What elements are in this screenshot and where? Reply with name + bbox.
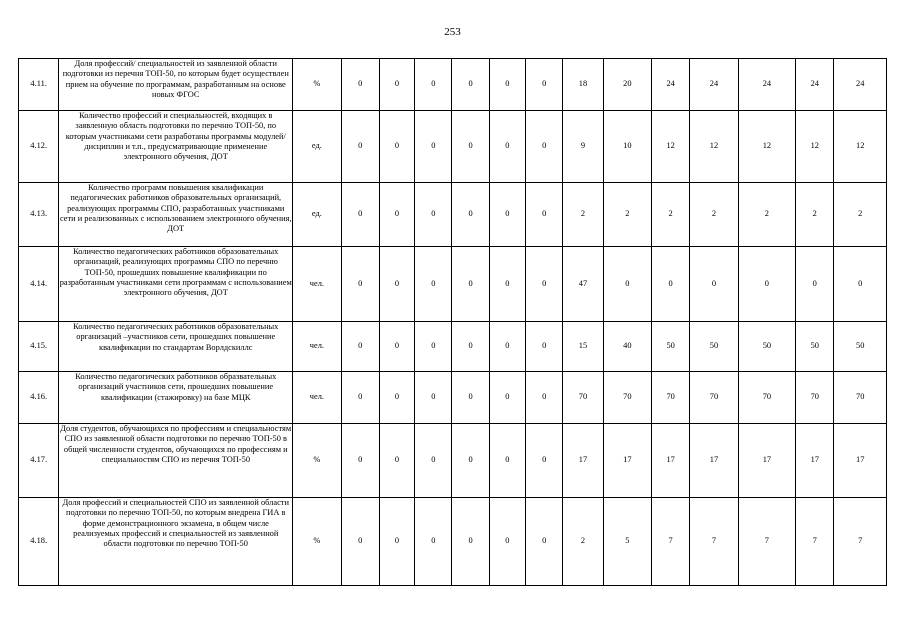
- value-cell: 24: [652, 59, 690, 111]
- row-number: 4.18.: [19, 498, 59, 586]
- value-cell: 0: [415, 183, 452, 247]
- value-cell: 50: [690, 322, 738, 372]
- indicator-description: Количество профессий и специальностей, входящих в заявленную область подготовки по перечню ТОП-50, по которым участниками сети разработаны программы модулей/ дисциплин и т.п., предусматривающие применение электронного обучения, ДОТ: [65, 111, 286, 162]
- value-cell: 0: [690, 247, 738, 322]
- value-cell: 0: [526, 498, 563, 586]
- value-cell: 0: [603, 247, 651, 322]
- value-cell: 0: [796, 247, 834, 322]
- value-cell: 0: [415, 424, 452, 498]
- value-cell: 70: [603, 372, 651, 424]
- page-number: 253: [444, 26, 461, 38]
- value-cell: 0: [452, 183, 489, 247]
- indicator-description: Количество педагогических работников образвательных организаций участников сети, прошедших повышение квалификации (стажировку) на базе МЦК: [75, 372, 277, 402]
- value-cell: 0: [379, 247, 414, 322]
- value-cell: 17: [652, 424, 690, 498]
- value-cell: 15: [563, 322, 603, 372]
- value-cell: 2: [796, 183, 834, 247]
- value-cell: 0: [341, 59, 379, 111]
- unit-cell: ед.: [293, 111, 341, 183]
- value-cell: 24: [690, 59, 738, 111]
- value-cell: 2: [834, 183, 887, 247]
- value-cell: 24: [738, 59, 795, 111]
- value-cell: 0: [379, 59, 414, 111]
- row-number: 4.16.: [19, 372, 59, 424]
- value-cell: 10: [603, 111, 651, 183]
- value-cell: 0: [526, 372, 563, 424]
- value-cell: 0: [415, 372, 452, 424]
- value-cell: 0: [341, 498, 379, 586]
- indicator-description: Количество программ повышения квалификации педагогических работников образовательных организаций, реализующих программы СПО, разработанных участниками сети и реализованных с использованием электронного обучения, ДОТ: [59, 183, 292, 234]
- unit-cell: чел.: [293, 322, 341, 372]
- value-cell: 0: [526, 183, 563, 247]
- value-cell: 0: [452, 247, 489, 322]
- table-row: [19, 59, 887, 111]
- value-cell: 0: [415, 59, 452, 111]
- value-cell: 0: [452, 322, 489, 372]
- indicator-description-cell: [59, 183, 293, 247]
- value-cell: 0: [379, 498, 414, 586]
- value-cell: 0: [379, 111, 414, 183]
- row-number: 4.17.: [19, 424, 59, 498]
- unit-cell: чел.: [293, 372, 341, 424]
- value-cell: 7: [796, 498, 834, 586]
- unit-cell: %: [293, 498, 341, 586]
- value-cell: 0: [489, 322, 525, 372]
- table-row: [19, 183, 887, 247]
- value-cell: 18: [563, 59, 603, 111]
- value-cell: 0: [415, 322, 452, 372]
- value-cell: 50: [652, 322, 690, 372]
- value-cell: 0: [379, 424, 414, 498]
- indicator-description: Количество педагогических работников образовательных организаций –участников сети, прошедших повышение квалификации по стандартам Ворлдскиллс: [73, 322, 279, 352]
- value-cell: 0: [489, 498, 525, 586]
- value-cell: 0: [489, 247, 525, 322]
- value-cell: 0: [452, 498, 489, 586]
- value-cell: 0: [489, 424, 525, 498]
- value-cell: 0: [526, 111, 563, 183]
- indicator-description-cell: [59, 322, 293, 372]
- value-cell: 17: [738, 424, 795, 498]
- value-cell: 17: [834, 424, 887, 498]
- value-cell: 70: [652, 372, 690, 424]
- value-cell: 70: [834, 372, 887, 424]
- value-cell: 0: [341, 183, 379, 247]
- value-cell: 0: [341, 372, 379, 424]
- row-number: 4.14.: [19, 247, 59, 322]
- indicator-description: Доля профессий/ специальностей из заявленной области подготовки из перечня ТОП-50, по которым будет осуществлен прием на обучение по программам, разработанным на основе новых ФГОС: [62, 59, 289, 99]
- indicator-description-cell: [59, 372, 293, 424]
- table-row: [19, 111, 887, 183]
- table-row: [19, 247, 887, 322]
- value-cell: 9: [563, 111, 603, 183]
- row-number: 4.11.: [19, 59, 59, 111]
- value-cell: 0: [489, 372, 525, 424]
- value-cell: 0: [341, 111, 379, 183]
- row-number: 4.13.: [19, 183, 59, 247]
- indicator-description: Доля профессий и специальностей СПО из заявленной области подготовки по перечню ТОП-50, по которым внедрена ГИА в форме демонстрационного экзамена, в общем числе реализуемых профессий и специальностей из заявленной области подготовки по перечню ТОП-50: [62, 498, 289, 549]
- value-cell: 0: [834, 247, 887, 322]
- indicator-description-cell: [59, 59, 293, 111]
- value-cell: 0: [489, 59, 525, 111]
- value-cell: 0: [415, 111, 452, 183]
- value-cell: 12: [690, 111, 738, 183]
- value-cell: 24: [834, 59, 887, 111]
- value-cell: 0: [452, 59, 489, 111]
- value-cell: 0: [452, 424, 489, 498]
- value-cell: 17: [563, 424, 603, 498]
- table-row: [19, 424, 887, 498]
- value-cell: 50: [834, 322, 887, 372]
- value-cell: 0: [452, 111, 489, 183]
- unit-cell: ед.: [293, 183, 341, 247]
- indicators-table: [18, 58, 887, 586]
- unit-cell: %: [293, 59, 341, 111]
- value-cell: 0: [379, 372, 414, 424]
- value-cell: 0: [526, 247, 563, 322]
- value-cell: 0: [526, 424, 563, 498]
- value-cell: 0: [452, 372, 489, 424]
- value-cell: 7: [652, 498, 690, 586]
- value-cell: 0: [652, 247, 690, 322]
- value-cell: 0: [341, 247, 379, 322]
- unit-cell: %: [293, 424, 341, 498]
- value-cell: 70: [563, 372, 603, 424]
- value-cell: 50: [738, 322, 795, 372]
- indicator-description-cell: [59, 111, 293, 183]
- value-cell: 0: [341, 424, 379, 498]
- value-cell: 12: [652, 111, 690, 183]
- value-cell: 40: [603, 322, 651, 372]
- value-cell: 0: [738, 247, 795, 322]
- value-cell: 2: [738, 183, 795, 247]
- value-cell: 70: [796, 372, 834, 424]
- table-row: [19, 372, 887, 424]
- value-cell: 0: [526, 322, 563, 372]
- value-cell: 24: [796, 59, 834, 111]
- value-cell: 0: [379, 183, 414, 247]
- table-row: [19, 498, 887, 586]
- table-row: [19, 322, 887, 372]
- indicator-description: Доля студентов, обучающихся по профессиям и специальностям СПО из заявленной области подготовки по перечню ТОП-50 в общей численности студентов, обучающихся по профессиям и специальностям СПО из перечня ТОП-50: [60, 424, 292, 464]
- value-cell: 2: [652, 183, 690, 247]
- value-cell: 70: [690, 372, 738, 424]
- table-body: [19, 59, 887, 586]
- value-cell: 17: [796, 424, 834, 498]
- indicator-description-cell: [59, 498, 293, 586]
- value-cell: 0: [415, 247, 452, 322]
- value-cell: 0: [379, 322, 414, 372]
- value-cell: 0: [489, 111, 525, 183]
- value-cell: 2: [603, 183, 651, 247]
- value-cell: 50: [796, 322, 834, 372]
- indicator-description-cell: [59, 247, 293, 322]
- value-cell: 20: [603, 59, 651, 111]
- value-cell: 7: [834, 498, 887, 586]
- value-cell: 0: [341, 322, 379, 372]
- value-cell: 12: [796, 111, 834, 183]
- value-cell: 47: [563, 247, 603, 322]
- indicator-description: Количество педагогических работников образовательных организаций, реализующих программы СПО по перечню ТОП-50, прошедших повышение квалификации по разработанным участниками сети программам с использованием электронного обучения, ДОТ: [59, 247, 292, 298]
- value-cell: 17: [690, 424, 738, 498]
- value-cell: 0: [526, 59, 563, 111]
- value-cell: 2: [690, 183, 738, 247]
- value-cell: 5: [603, 498, 651, 586]
- value-cell: 70: [738, 372, 795, 424]
- indicator-description-cell: [59, 424, 293, 498]
- value-cell: 0: [415, 498, 452, 586]
- value-cell: 17: [603, 424, 651, 498]
- row-number: 4.15.: [19, 322, 59, 372]
- value-cell: 12: [738, 111, 795, 183]
- row-number: 4.12.: [19, 111, 59, 183]
- value-cell: 7: [738, 498, 795, 586]
- value-cell: 0: [489, 183, 525, 247]
- unit-cell: чел.: [293, 247, 341, 322]
- value-cell: 2: [563, 183, 603, 247]
- value-cell: 12: [834, 111, 887, 183]
- value-cell: 2: [563, 498, 603, 586]
- value-cell: 7: [690, 498, 738, 586]
